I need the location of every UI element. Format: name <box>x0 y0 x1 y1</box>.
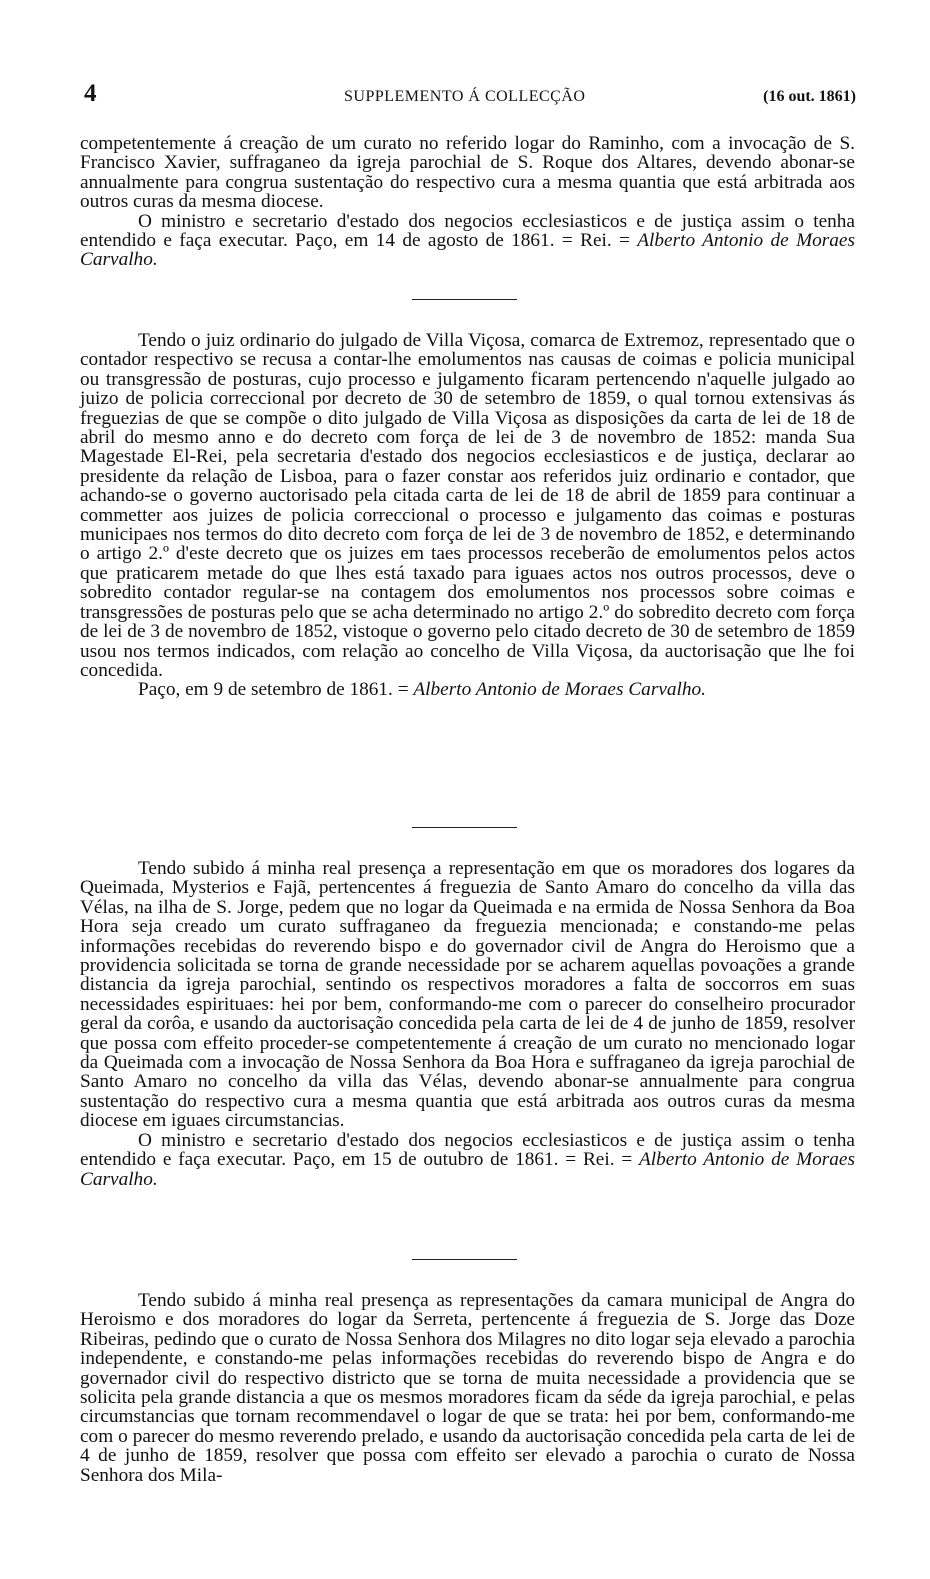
paragraph-body: Tendo subido á minha real presença a representação em que os moradores dos logares da Queimada, Mysterios e Fajã, pertencentes á freguezia de Santo Amaro do concelho da villa das Vélas, na ilha de S. Jorge, pedem que no logar da Queimada e na ermida de Nossa Senhora da Boa Hora seja creado um curato suffraganeo da freguezia mencionada; e constando-me pelas informações recebidas do reverendo bispo e do governador civil de Angra do Heroismo que a providencia solicitada se torna de grande necessidade por se acharem aquellas povoações a grande distancia da igreja parochial, sentindo os respectivos moradores a falta de soccorros em suas necessidades espirituaes: hei por bem, conformando-me com o parecer do conselheiro procurador geral da corôa, e usando da auctorisação concedida pela carta de lei de 4 de junho de 1859, resolver que possa com effeito proceder-se competentemente á creação de um curato no mencionado logar da Queimada com a invocação de Nossa Senhora da Boa Hora e suffraganeo da igreja parochial de Santo Amaro no concelho da villa das Vélas, devendo abonar-se annualmente para congrua sustentação do respectivo cura a mesma quantia que está arbitrada aos outros curas da mesma diocese em iguaes circumstancias. <box>80 858 855 1132</box>
section-queimada-curato <box>80 859 855 1189</box>
signature: Alberto Antonio de Moraes Carvalho. <box>80 1149 855 1190</box>
paragraph-body: Tendo o juiz ordinario do julgado de Villa Viçosa, comarca de Extremoz, representado que o contador respectivo se recusa a contar-lhe emolumentos nas causas de coimas e policia municipal ou transgressão de posturas, cujo processo e julgamento ficaram pertencendo n'aquelle julgado ao juizo de policia correccional por decreto de 30 de setembro de 1859, o qual tornou extensivas ás freguezias de que se compõe o dito julgado de Villa Viçosa as disposições da carta de lei de 18 de abril do mesmo anno e do decreto com força de lei de 3 de novembro de 1852: manda Sua Magestade El-Rei, pela secretaria d'estado dos negocios ecclesiasticos e de justiça, declarar ao presidente da relação de Lisboa, para o fazer constar aos referidos juiz ordinario e contador, que achando-se o governo auctorisado pela citada carta de lei de 18 de abril de 1859 para continuar a commetter aos juizes de policia correccional o processo e julgamento das coimas e posturas municipaes nos termos do dito decreto com força de lei de 3 de novembro de 1852, e determinando o artigo 2.º d'este decreto que os juizes em taes processos receberão de emolumentos pelos actos que praticarem metade do que lhes está taxado para iguaes actos nos outros processos, deve o sobredito contador regular-se na contagem dos emolumentos nos processos sobre coimas e transgressões de posturas pelo que se acha determinado no artigo 2.º do sobredito decreto com força de lei de 3 de novembro de 1852, vistoque o governo pelo citado decreto de 30 de setembro de 1859 usou nos termos indicados, com relação ao concelho de Villa Viçosa, da auctorisação que lhe foi concedida. <box>80 330 855 681</box>
page-number: 4 <box>84 80 97 107</box>
paragraph-closing <box>80 1131 855 1189</box>
header-date: (16 out. 1861) <box>763 88 856 105</box>
paragraph-closing <box>80 680 855 699</box>
paragraph-body: Tendo subido á minha real presença as representações da camara municipal de Angra do Heroismo e dos moradores do logar da Serreta, pertencente á freguezia de S. Jorge das Doze Ribeiras, pedindo que o curato de Nossa Senhora dos Milagres no dito logar seja elevado a parochia independente, e constando-me pelas informações recebidas do reverendo bispo de Angra e do governador civil do respectivo districto que se torna de muita necessidade a providencia que se solicita pela grande distancia a que os mesmos moradores ficam da séde da igreja parochial, e pelas circumstancias que tornam recommendavel o logar de que se trata: hei por bem, conformando-me com o parecer do mesmo reverendo prelado, e usando da auctorisação concedida pela carta de lei de 4 de junho de 1859, resolver que possa com effeito ser elevado a parochia o curato de Nossa Senhora dos Mila- <box>80 1290 855 1486</box>
section-divider <box>412 1259 517 1260</box>
section-raminho-curato <box>80 134 855 270</box>
page-header <box>84 80 856 112</box>
signature: Alberto Antonio de Moraes Carvalho. <box>80 230 855 271</box>
signature: Alberto Antonio de Moraes Carvalho. <box>413 679 706 701</box>
paragraph-continuation: competentemente á creação de um curato no referido logar do Raminho, com a invocação de S. Francisco Xavier, suffraganeo da igreja parochial de S. Roque dos Altares, devendo abonar-se annualmente para congrua sustentação do respectivo cura a mesma quantia que está arbitrada aos outros curas da mesma diocese. <box>80 133 855 213</box>
running-title: SUPPLEMENTO Á COLLECÇÃO <box>344 88 586 105</box>
closing-text: Paço, em 9 de setembro de 1861. = <box>138 679 414 701</box>
section-serreta-parochia <box>80 1291 855 1485</box>
closing-text: O ministro e secretario d'estado dos negocios ecclesiasticos e de justiça assim o tenha entendido e faça executar. Paço, em 15 de outubro de 1861. = Rei. = <box>80 1129 855 1171</box>
section-villa-vicosa-emolumentos <box>80 331 855 700</box>
section-divider <box>412 827 517 828</box>
section-divider <box>412 299 517 300</box>
closing-text: O ministro e secretario d'estado dos negocios ecclesiasticos e de justiça assim o tenha entendido e faça executar. Paço, em 14 de agosto de 1861. = Rei. = <box>80 210 855 252</box>
paragraph-closing <box>80 212 855 270</box>
